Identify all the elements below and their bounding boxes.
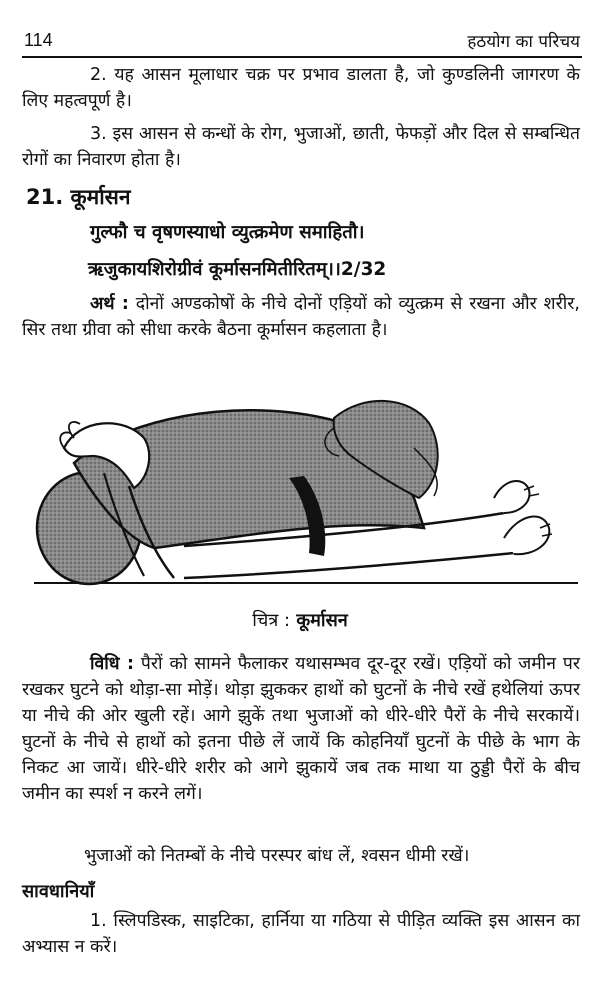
intro-point-3: 3. इस आसन से कन्धों के रोग, भुजाओं, छाती, फेफड़ों और दिल से सम्बन्धित रोगों का निवारण होता है। bbox=[22, 124, 580, 170]
precaution-point-1: 1. स्लिपडिस्क, साइटिका, हार्निया या गठिया से पीड़ित व्यक्ति इस आसन का अभ्यास न करें। bbox=[22, 911, 580, 957]
intro-point-2: 2. यह आसन मूलाधार चक्र पर प्रभाव डालता है, जो कुण्डलिनी जागरण के लिए महत्वपूर्ण है। bbox=[22, 65, 580, 111]
method-text: पैरों को सामने फैलाकर यथासम्भव दूर-दूर रखें। एड़ियों को जमीन पर रखकर घुटने को थोड़ा-सा मोड़ें। थोड़ा झुककर हाथों को घुटनों के नीचे रखें हथेलियां ऊपर या नीचे की ओर खुली रहें। आगे झुकें तथा भुजाओं को धीरे-धीरे पैरों के नीचे सरकायें। घुटनों के नीचे से हाथों को इतना पीछे लें जायें कि कोहनियाँ घुटनों के पीछे के भाग के निकट आ जायें। धीरे-धीरे शरीर को आगे झुकायें जब तक माथा या ठुड्डी पैरों के बीच जमीन का स्पर्श न करने लगें। bbox=[22, 654, 580, 804]
precautions-heading: सावधानियाँ bbox=[22, 881, 95, 902]
running-title: हठयोग का परिचय bbox=[467, 32, 580, 52]
artha-text: दोनों अण्डकोषों के नीचे दोनों एड़ियों को व्युत्क्रम से रखना और शरीर, सिर तथा ग्रीवा को सीधा करके बैठना कूर्मासन कहलाता है। bbox=[22, 294, 580, 340]
page-header bbox=[22, 26, 582, 58]
page-number: 114 bbox=[24, 30, 53, 50]
artha-paragraph bbox=[22, 291, 580, 343]
method-paragraph bbox=[22, 651, 580, 807]
caption-name: कूर्मासन bbox=[290, 610, 348, 631]
kurmasana-illustration bbox=[34, 378, 578, 603]
figure-caption bbox=[0, 608, 600, 632]
verse-line-2: ऋजुकायशिरोग्रीवं कूर्मासनमितीरितम्।।2/32 bbox=[88, 259, 387, 280]
method-paragraph-2: भुजाओं को नितम्बों के नीचे परस्पर बांध लें, श्वसन धीमी रखें। bbox=[84, 846, 470, 866]
artha-label: अर्थ : bbox=[90, 294, 129, 314]
verse-line-1: गुल्फौ च वृषणस्याधो व्युत्क्रमेण समाहितौ। bbox=[90, 222, 365, 243]
method-label: विधि : bbox=[90, 654, 134, 674]
caption-label: चित्र : bbox=[252, 610, 291, 631]
section-heading: 21. कूर्मासन bbox=[26, 185, 131, 209]
